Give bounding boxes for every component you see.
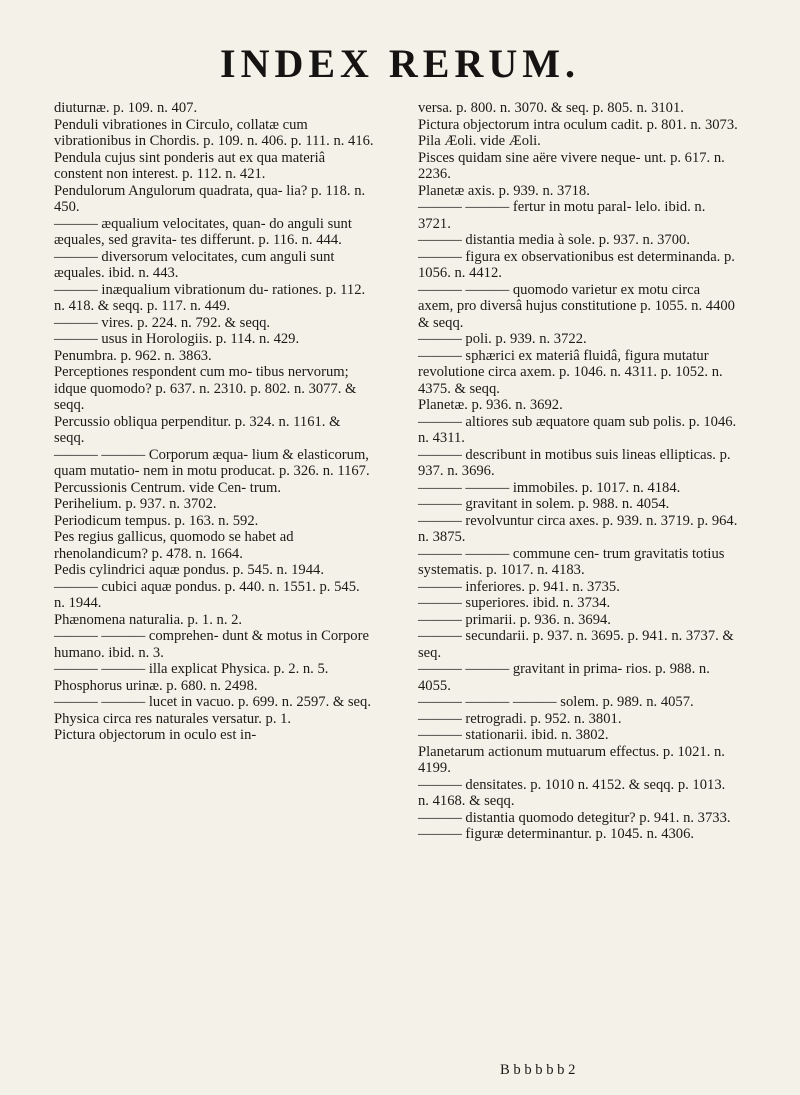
- index-entry: diuturnæ. p. 109. n. 407.: [54, 100, 198, 116]
- index-entry: Pes regius gallicus, quomodo se habet ad rhenolandicum? p. 478. n. 1664.: [54, 529, 294, 562]
- index-entry: ——— primarii. p. 936. n. 3694.: [418, 611, 611, 628]
- index-entry: Pictura objectorum in oculo est in-: [54, 727, 257, 743]
- index-entry: Penumbra. p. 962. n. 3863.: [54, 347, 212, 364]
- index-entry: ——— poli. p. 939. n. 3722.: [418, 331, 587, 347]
- index-entry: Planetæ. p. 936. n. 3692.: [418, 397, 563, 413]
- index-entry: ——— æqualium velocitates, quan- do anguli sunt æquales, sed gravita- tes differunt. p. 116. n. 444.: [54, 215, 352, 248]
- index-entry: Penduli vibrationes in Circulo, collatæ cum vibrationibus in Chordis. p. 109. n. 406. p. 111. n. 416.: [54, 116, 374, 149]
- index-entry: Planetæ axis. p. 939. n. 3718.: [418, 182, 590, 199]
- index-entry: ——— ——— lucet in vacuo. p. 699. n. 2597. & seq.: [54, 694, 371, 710]
- index-entry: ——— inferiores. p. 941. n. 3735.: [418, 578, 620, 595]
- index-entry: ——— ——— quomodo varietur ex motu circa axem, pro diversâ hujus constitutione p. 1055. n. 4400 & seqq.: [418, 281, 735, 331]
- index-entry: Percussionis Centrum. vide Cen- trum.: [54, 479, 281, 496]
- index-entry: Pendula cujus sint ponderis aut ex qua materiâ constent non interest. p. 112. n. 421.: [54, 149, 326, 182]
- index-entry: ——— superiores. ibid. n. 3734.: [418, 595, 611, 611]
- index-entry: ——— altiores sub æquatore quam sub polis. p. 1046. n. 4311.: [418, 413, 737, 446]
- index-entry: ——— ——— gravitant in prima- rios. p. 988. n. 4055.: [418, 661, 710, 694]
- index-entry: ——— distantia media à sole. p. 937. n. 3700.: [418, 232, 690, 248]
- index-entry: Pila Æoli. vide Æoli.: [418, 133, 541, 149]
- index-entry: Planetarum actionum mutuarum effectus. p. 1021. n. 4199.: [418, 743, 725, 776]
- index-entry: Perceptiones respondent cum mo- tibus nervorum; idque quomodo? p. 637. n. 2310. p. 802. n. 3077. & seqq.: [54, 364, 357, 413]
- right-column: [418, 100, 738, 843]
- index-entry: Percussio obliqua perpenditur. p. 324. n. 1161. & seqq.: [54, 413, 341, 446]
- index-entry: ——— usus in Horologiis. p. 114. n. 429.: [54, 331, 300, 347]
- index-entry: ——— ——— immobiles. p. 1017. n. 4184.: [418, 479, 681, 496]
- index-entry: Physica circa res naturales versatur. p. 1.: [54, 710, 292, 727]
- index-entry: ——— ——— comprehen- dunt & motus in Corpore humano. ibid. n. 3.: [54, 628, 369, 661]
- index-entry: Periodicum tempus. p. 163. n. 592.: [54, 512, 259, 529]
- index-entry: ——— vires. p. 224. n. 792. & seqq.: [54, 314, 271, 331]
- index-entry: Phænomena naturalia. p. 1. n. 2.: [54, 611, 243, 628]
- index-entry: ——— densitates. p. 1010 n. 4152. & seqq. p. 1013. n. 4168. & seqq.: [418, 776, 726, 809]
- index-entry: versa. p. 800. n. 3070. & seq. p. 805. n. 3101.: [418, 100, 684, 116]
- index-entry: Pisces quidam sine aëre vivere neque- unt. p. 617. n. 2236.: [418, 149, 725, 182]
- index-entry: Pictura objectorum intra oculum cadit. p. 801. n. 3073.: [418, 116, 738, 133]
- index-entry: ——— secundarii. p. 937. n. 3695. p. 941. n. 3737. & seq.: [418, 628, 734, 661]
- index-entry: ——— ——— illa explicat Physica. p. 2. n. 5.: [54, 661, 329, 677]
- index-entry: ——— distantia quomodo detegitur? p. 941. n. 3733.: [418, 809, 731, 826]
- index-entry: ——— inæqualium vibrationum du- rationes. p. 112. n. 418. & seqq. p. 117. n. 449.: [54, 281, 366, 314]
- index-entry: ——— ——— commune cen- trum gravitatis totius systematis. p. 1017. n. 4183.: [418, 545, 725, 578]
- index-entry: Pendulorum Angulorum quadrata, qua- lia? p. 118. n. 450.: [54, 182, 366, 215]
- index-entry: Pedis cylindrici aquæ pondus. p. 545. n. 1944.: [54, 562, 324, 578]
- index-entry: ——— diversorum velocitates, cum anguli sunt æquales. ibid. n. 443.: [54, 248, 335, 281]
- index-entry: ——— retrogradi. p. 952. n. 3801.: [418, 710, 622, 727]
- index-entry: ——— figura ex observationibus est determinanda. p. 1056. n. 4412.: [418, 248, 735, 281]
- index-entry: ——— cubici aquæ pondus. p. 440. n. 1551. p. 545. n. 1944.: [54, 578, 360, 611]
- index-entry: ——— sphærici ex materiâ fluidâ, figura mutatur revolutione circa axem. p. 1046. n. 4311. p. 1052. n. 4375. & seqq.: [418, 347, 723, 397]
- signature-mark: B b b b b b 2: [500, 1062, 576, 1078]
- index-entry: ——— gravitant in solem. p. 988. n. 4054.: [418, 496, 670, 512]
- index-entry: ——— describunt in motibus suis lineas ellipticas. p. 937. n. 3696.: [418, 446, 731, 479]
- index-entry: ——— ——— fertur in motu paral- lelo. ibid. n. 3721.: [418, 199, 706, 232]
- left-column: [54, 100, 374, 744]
- index-entry: Perihelium. p. 937. n. 3702.: [54, 496, 217, 512]
- index-entry: ——— stationarii. ibid. n. 3802.: [418, 727, 609, 743]
- page-header: INDEX RERUM.: [220, 41, 580, 86]
- index-entry: ——— revolvuntur circa axes. p. 939. n. 3719. p. 964. n. 3875.: [418, 512, 738, 545]
- index-entry: Phosphorus urinæ. p. 680. n. 2498.: [54, 677, 258, 694]
- index-entry: ——— ——— ——— solem. p. 989. n. 4057.: [418, 694, 694, 710]
- index-entry: ——— figuræ determinantur. p. 1045. n. 4306.: [418, 826, 695, 842]
- index-entry: ——— ——— Corporum æqua- lium & elasticorum, quam mutatio- nem in motu producat. p. 326. n. 1167.: [54, 446, 370, 479]
